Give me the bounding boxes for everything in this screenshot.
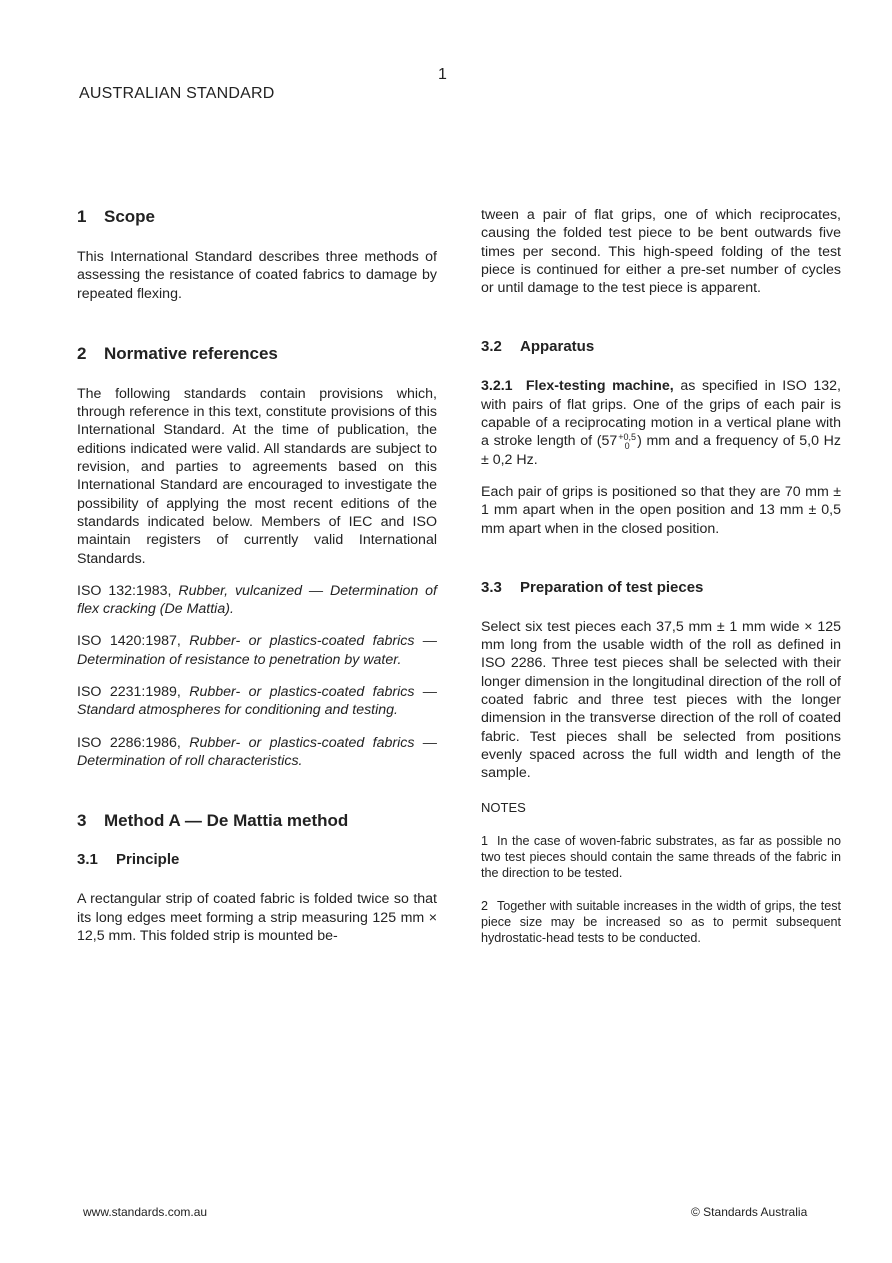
section-title: Scope xyxy=(104,207,156,226)
reference-item xyxy=(77,582,437,619)
section-title: Normative references xyxy=(104,343,278,363)
note-text: Together with suitable increases in the width of grips, the test piece size may be increased so as to permit subsequent hydrostatic-head tests to be conducted. xyxy=(481,898,841,946)
reference-item xyxy=(77,632,437,669)
section-heading-scope xyxy=(77,206,437,228)
principle-continuation-paragraph: tween a pair of flat grips, one of which reciprocates, causing the folded test piece to be bent outwards five times per second. This high-speed folding of the test piece is continued for either a pre-set number of cycles or until damage to the test piece is apparent. xyxy=(481,207,841,297)
footer-website-link[interactable]: www.standards.com.au xyxy=(83,1205,208,1219)
subsection-number: 3.1 xyxy=(77,851,98,869)
reference-item xyxy=(77,683,437,720)
tolerance-upper: +0,5 xyxy=(618,431,637,442)
principle-paragraph: A rectangular strip of coated fabric is folded twice so that its long edges meet forming a strip measuring 125 mm × 12,5 mm. This folded strip is mounted be- xyxy=(77,891,437,944)
apparatus-text: as specified in ISO 132, with pairs of flat grips. One of the grips of each pair is capable of a reciprocating motion in a vertical plane with a stroke length of (57 xyxy=(481,378,841,450)
note-number: 1 xyxy=(481,833,489,848)
section-heading-normative-references xyxy=(77,343,437,365)
page-number: 1 xyxy=(438,66,447,83)
scope-paragraph: This International Standard describes three methods of assessing the resistance of coated fabrics to damage by repeated flexing. xyxy=(77,249,437,302)
apparatus-text-cont: ) mm and a frequency of 5,0 Hz ± 0,2 Hz. xyxy=(481,433,841,468)
subsection-title: Principle xyxy=(116,851,180,869)
subsection-heading-preparation xyxy=(481,578,841,598)
reference-title: Rubber- or plastics-coated fabrics — Determination of roll characteristics. xyxy=(77,734,437,769)
note-item xyxy=(481,833,841,882)
notes-label: NOTES xyxy=(481,799,526,815)
normative-intro-paragraph: The following standards contain provisions which, through reference in this text, constitute provisions of this International Standard. At the time of publication, the editions indicated were valid. All standards are subject to revision, and parties to agreements based on this International Standard are encouraged to investigate the possibility of applying the most recent editions of the standards indicated below. Members of IEC and ISO maintain registers of currently valid International Standards. xyxy=(77,385,437,567)
note-number: 2 xyxy=(481,898,489,913)
section-number: 1 xyxy=(77,207,87,226)
tolerance xyxy=(618,433,636,451)
note-text: In the case of woven-fabric substrates, as far as possible no two test pieces should contain the same threads of the fabric in the direction to be tested. xyxy=(481,833,841,881)
left-column xyxy=(77,206,437,945)
footer-copyright: © Standards Australia xyxy=(691,1205,808,1219)
section-heading-method-a xyxy=(77,810,437,832)
subsection-title: Apparatus xyxy=(520,338,595,356)
running-head: AUSTRALIAN STANDARD xyxy=(79,85,275,102)
reference-title: Rubber- or plastics-coated fabrics — Standard atmospheres for conditioning and testing. xyxy=(77,684,437,719)
reference-item xyxy=(77,734,437,771)
reference-code: ISO 2286:1986, xyxy=(77,734,181,751)
apparatus-paragraph xyxy=(481,377,841,468)
preparation-paragraph: Select six test pieces each 37,5 mm ± 1 mm wide × 125 mm long from the usable width of the roll as defined in ISO 2286. Three test pieces shall be selected with their longer dimension in the longitudinal direction of the roll of coated fabric and three test pieces with the longer dimension in the transverse direction of the roll of coated fabric. Test pieces shall be selected from positions evenly spaced across the full width and length of the sample. xyxy=(481,618,841,782)
grips-paragraph: Each pair of grips is positioned so that they are 70 mm ± 1 mm apart when in the open position and 13 mm ± 0,5 mm apart when in the closed position. xyxy=(481,483,841,537)
subsection-title: Preparation of test pieces xyxy=(520,578,704,596)
reference-code: ISO 2231:1989, xyxy=(77,684,181,701)
subsection-number: 3.2 xyxy=(481,338,502,356)
right-column xyxy=(481,206,841,947)
note-item xyxy=(481,898,841,947)
subsection-heading-apparatus xyxy=(481,337,841,357)
reference-code: ISO 132:1983, xyxy=(77,582,172,599)
subsection-heading-principle xyxy=(77,850,437,870)
reference-title: Rubber, vulcanized — Determination of flex cracking (De Mattia). xyxy=(77,582,437,618)
reference-title: Rubber- or plastics-coated fabrics — Determination of resistance to penetration by water. xyxy=(77,633,437,668)
section-number: 3 xyxy=(77,811,87,831)
tolerance-lower: 0 xyxy=(624,440,630,451)
section-number: 2 xyxy=(77,343,87,363)
clause-number: 3.2.1 xyxy=(481,378,513,395)
section-title: Method A — De Mattia method xyxy=(104,811,349,831)
clause-title: Flex-testing machine, xyxy=(525,378,674,395)
reference-code: ISO 1420:1987, xyxy=(77,633,181,650)
subsection-number: 3.3 xyxy=(481,578,502,596)
